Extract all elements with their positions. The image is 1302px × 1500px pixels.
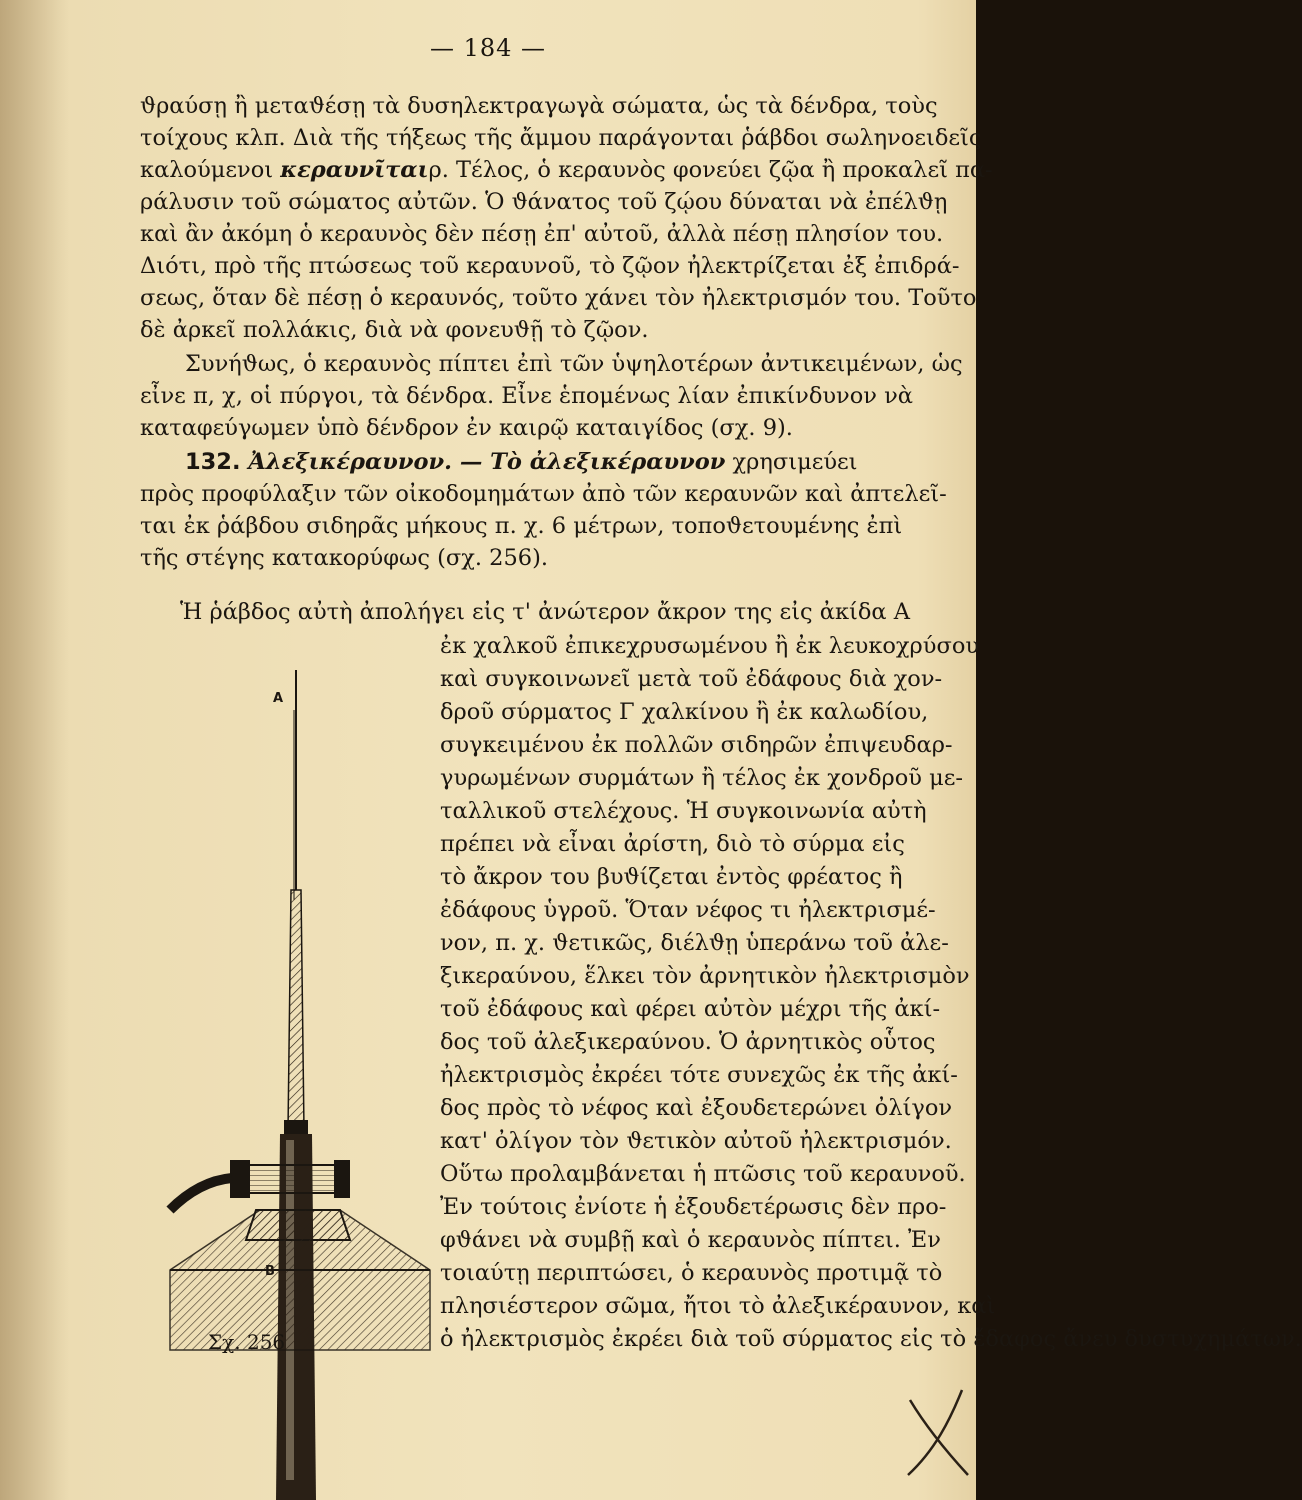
text-line: νον, π. χ. ϑετικῶς, διέλϑῃ ὑπεράνω τοῦ ἀλε- [440, 930, 949, 956]
text-line: ὁ ἠλεκτρισμὸς ἐκρέει διὰ τοῦ σύρματος εἰς τὸ ἔδαφος ἄνευ δυστυχημάτων. [440, 1326, 1302, 1352]
text-line: Οὕτω προλαμβάνεται ἡ πτῶσις τοῦ κεραυνοῦ. [440, 1161, 966, 1187]
text-line: καταφεύγωμεν ὑπὸ δένδρον ἐν καιρῷ καταιγίδος (σχ. 9). [140, 415, 793, 441]
text-line: Ἡ ῥάβδος αὐτὴ ἀπολήγει εἰς τ' ἀνώτερον ἄκρον της εἰς ἀκίδα Α [180, 599, 910, 625]
section-heading-line [185, 448, 858, 476]
text-line: Διότι, πρὸ τῆς πτώσεως τοῦ κεραυνοῦ, τὸ ζῷον ἠλεκτρίζεται ἐξ ἐπιδρά- [140, 253, 960, 279]
text-line: δος τοῦ ἀλεξικεραύνου. Ὁ ἀρνητικὸς οὗτος [440, 1029, 936, 1055]
section-title: Ἀλεξικέραυνον. — [248, 449, 491, 475]
text-line: εἶνε π, χ, οἱ πύργοι, τὰ δένδρα. Εἶνε ἑπομένως λίαν ἐπικίνδυνον νὰ [140, 383, 913, 409]
text-line: ἐκ χαλκοῦ ἐπικεχρυσωμένου ἢ ἐκ λευκοχρύσου [440, 633, 980, 659]
page-number: — 184 — [429, 34, 547, 62]
text-line: πρέπει νὰ εἶναι ἀρίστη, διὸ τὸ σύρμα εἰς [440, 831, 905, 857]
text-line: Συνήϑως, ὁ κεραυνὸς πίπτει ἐπὶ τῶν ὑψηλοτέρων ἀντικειμένων, ὡς [185, 351, 963, 377]
text-line: πρὸς προφύλαξιν τῶν οἰκοδομημάτων ἀπὸ τῶν κεραυνῶν καὶ ἀπτελεῖ- [140, 481, 947, 507]
lightning-rod-figure [170, 650, 430, 1350]
page-gutter-shadow [0, 0, 70, 1500]
text-line: σεως, ὅταν δὲ πέσῃ ὁ κεραυνός, τοῦτο χάνει τὸν ἠλεκτρισμόν του. Τοῦτο [140, 285, 977, 311]
text-line: συγκειμένου ἐκ πολλῶν σιδηρῶν ἐπιψευδαρ- [440, 732, 953, 758]
text-line [140, 156, 993, 184]
text-line: Ἐν τούτοις ἐνίοτε ἡ ἐξουδετέρωσις δὲν προ- [440, 1194, 947, 1220]
text-line: τοίχους κλπ. Διὰ τῆς τήξεως τῆς ἄμμου παράγονται ῥάβδοι σωληνοειδεῖς [140, 125, 982, 151]
text-line: τῆς στέγης κατακορύφως (σχ. 256). [140, 545, 549, 571]
text-fragment: χρησιμεύει [725, 449, 858, 475]
text-line: δος πρὸς τὸ νέφος καὶ ἐξουδετερώνει ὀλίγον [440, 1095, 953, 1121]
text-line: τοιαύτῃ περιπτώσει, ὁ κεραυνὸς προτιμᾷ τὸ [440, 1260, 943, 1286]
text-fragment: καλούμενοι [140, 157, 281, 183]
text-line: ἠλεκτρισμὸς ἐκρέει τότε συνεχῶς ἐκ τῆς ἀκί- [440, 1062, 958, 1088]
emphasized-term: κεραυνῖται [280, 157, 429, 183]
text-line: τὸ ἄκρον του βυϑίζεται ἐντὸς φρέατος ἢ [440, 864, 903, 890]
text-line: ται ἐκ ῥάβδου σιδηρᾶς μήκους π. χ. 6 μέτρων, τοποϑετουμένης ἐπὶ [140, 513, 903, 539]
text-line: ξικεραύνου, ἕλκει τὸν ἀρνητικὸν ἠλεκτρισμὸν [440, 963, 970, 989]
text-line: δροῦ σύρματος Γ χαλκίνου ἢ ἐκ καλωδίου, [440, 699, 929, 725]
text-fragment: ρ. Τέλος, ὁ κεραυνὸς φονεύει ζῷα ἢ προκαλεῖ πα- [428, 157, 993, 183]
text-line: ϑραύσῃ ἢ μεταϑέσῃ τὰ δυσηλεκτραγωγὰ σώματα, ὡς τὰ δένδρα, τοὺς [140, 93, 938, 119]
text-line: δὲ ἀρκεῖ πολλάκις, διὰ νὰ φονευϑῇ τὸ ζῷον. [140, 317, 649, 343]
text-line: καὶ ἂν ἀκόμη ὁ κεραυνὸς δὲν πέσῃ ἐπ' αὐτοῦ, ἀλλὰ πέσῃ πλησίον του. [140, 221, 944, 247]
defined-term: Τὸ ἀλεξικέραυνον [490, 449, 726, 475]
text-line: φϑάνει νὰ συμβῇ καὶ ὁ κεραυνὸς πίπτει. Ἐν [440, 1227, 941, 1253]
text-line: πλησιέστερον σῶμα, ἤτοι τὸ ἀλεξικέραυνον, καὶ [440, 1293, 996, 1319]
text-line: κατ' ὀλίγον τὸν ϑετικὸν αὐτοῦ ἠλεκτρισμόν. [440, 1128, 952, 1154]
text-line: γυρωμένων συρμάτων ἢ τέλος ἐκ χονδροῦ με- [440, 765, 964, 791]
figure-caption: Σχ. 256 [208, 1330, 286, 1354]
label-a: A [273, 691, 284, 706]
text-line: καὶ συγκοινωνεῖ μετὰ τοῦ ἐδάφους διὰ χον- [440, 666, 943, 692]
text-line: ράλυσιν τοῦ σώματος αὐτῶν. Ὁ ϑάνατος τοῦ ζῴου δύναται νὰ ἐπέλϑῃ [140, 189, 948, 215]
text-line: τοῦ ἐδάφους καὶ φέρει αὐτὸν μέχρι τῆς ἀκί- [440, 996, 941, 1022]
text-line: ταλλικοῦ στελέχους. Ἡ συγκοινωνία αὐτὴ [440, 798, 927, 824]
handwritten-x-mark [900, 1380, 976, 1480]
lightning-rod-illustration [170, 650, 430, 1350]
text-line: ἐδάφους ὑγροῦ. Ὅταν νέφος τι ἠλεκτρισμέ- [440, 897, 936, 923]
section-number: 132. [185, 449, 249, 475]
